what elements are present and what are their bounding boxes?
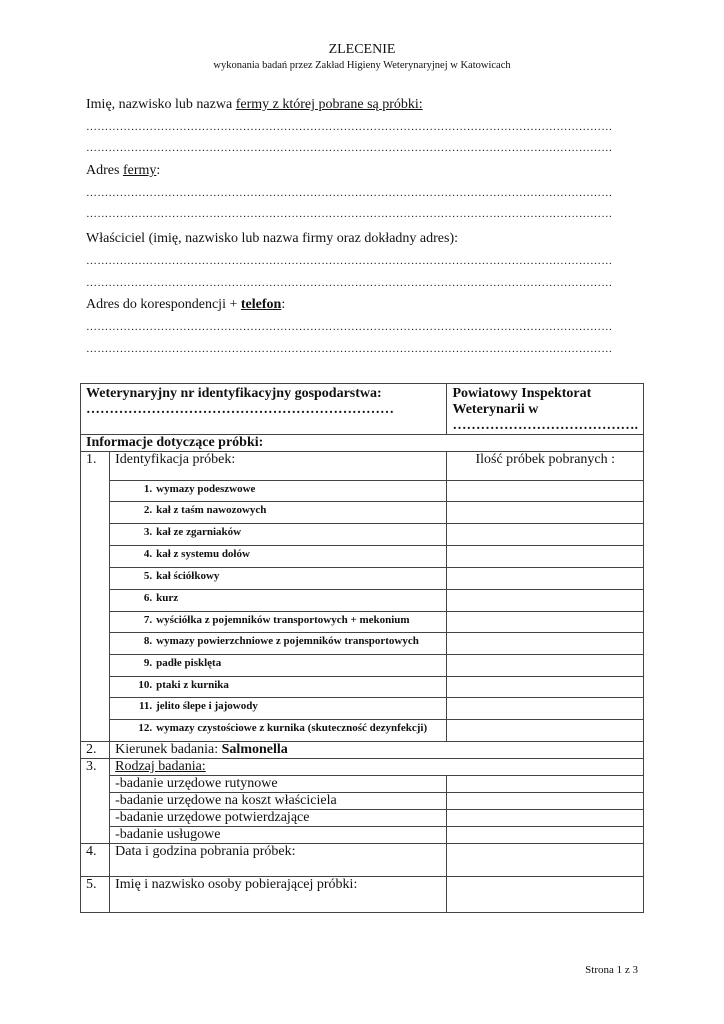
owner-line-1[interactable]: …………………………………………………………………………………………………………………………… <box>86 255 613 267</box>
sample-order-table <box>80 383 644 913</box>
sample-type-item: 12. wymazy czystościowe z kurnika (skuteczność dezynfekcji) <box>110 720 447 742</box>
sample-count-cell[interactable] <box>447 568 644 590</box>
farm-name-line-2[interactable]: …………………………………………………………………………………………………………………………… <box>86 142 613 154</box>
test-type-choice-cell[interactable] <box>447 776 644 793</box>
vet-id-cell[interactable]: Weterynaryjny nr identyfikacyjny gospodarstwa: ………………………………………………………… <box>81 384 447 435</box>
row-number-2: 2. <box>81 742 110 759</box>
test-type-option: -badanie usługowe <box>110 827 447 844</box>
sample-type-item: 9. padłe pisklęta <box>110 655 447 677</box>
test-type-label: Rodzaj badania: <box>110 759 644 776</box>
sample-count-cell[interactable] <box>447 633 644 655</box>
row-number-5: 5. <box>81 877 110 913</box>
sample-count-cell[interactable] <box>447 590 644 612</box>
sample-type-item: 6. kurz <box>110 590 447 612</box>
sample-count-cell[interactable] <box>447 698 644 720</box>
owner-label: Właściciel (imię, nazwisko lub nazwa firmy oraz dokładny adres): <box>86 231 459 246</box>
sample-identification-label: Identyfikacja próbek: <box>110 452 447 481</box>
sample-count-header: Ilość próbek pobranych : <box>447 452 644 481</box>
test-type-option: -badanie urzędowe potwierdzające <box>110 810 447 827</box>
test-type-option: -badanie urzędowe na koszt właściciela <box>110 793 447 810</box>
farm-address-label: Adres fermy: <box>86 163 161 178</box>
correspondence-label: Adres do korespondencji + telefon: <box>86 297 286 312</box>
sample-type-item: 10. ptaki z kurnika <box>110 677 447 698</box>
sample-type-item: 5. kał ściółkowy <box>110 568 447 590</box>
test-type-choice-cell[interactable] <box>447 810 644 827</box>
row-number-1: 1. <box>81 452 110 742</box>
sample-type-item: 8. wymazy powierzchniowe z pojemników transportowych <box>110 633 447 655</box>
correspondence-line-2[interactable]: …………………………………………………………………………………………………………………………… <box>86 343 613 355</box>
sample-count-cell[interactable] <box>447 502 644 524</box>
row-number-3: 3. <box>81 759 110 844</box>
sampler-name-label: Imię i nazwisko osoby pobierającej próbki: <box>110 877 447 913</box>
sampling-date-label: Data i godzina pobrania próbek: <box>110 844 447 877</box>
farm-address-line-2[interactable]: …………………………………………………………………………………………………………………………… <box>86 208 613 220</box>
document-title: ZLECENIE <box>328 42 396 57</box>
test-type-option: -badanie urzędowe rutynowe <box>110 776 447 793</box>
document-subtitle: wykonania badań przez Zakład Higieny Weterynaryjnej w Katowicach <box>213 60 511 71</box>
sample-count-cell[interactable] <box>447 655 644 677</box>
sample-type-item: 7. wyściółka z pojemników transportowych + mekonium <box>110 612 447 633</box>
sample-type-item: 1. wymazy podeszwowe <box>110 481 447 502</box>
sample-count-cell[interactable] <box>447 546 644 568</box>
farm-address-line-1[interactable]: …………………………………………………………………………………………………………………………… <box>86 187 613 199</box>
inspectorate-cell[interactable]: Powiatowy Inspektorat Weterynarii w …………………………………. <box>447 384 644 435</box>
sample-count-cell[interactable] <box>447 612 644 633</box>
farm-name-label: Imię, nazwisko lub nazwa fermy z której pobrane są próbki: <box>86 97 423 112</box>
sample-count-cell[interactable] <box>447 677 644 698</box>
sample-type-item: 2. kał z taśm nawozowych <box>110 502 447 524</box>
farm-name-line-1[interactable]: …………………………………………………………………………………………………………………………… <box>86 121 613 133</box>
test-direction: Kierunek badania: Salmonella <box>110 742 644 759</box>
sample-type-item: 11. jelito ślepe i jajowody <box>110 698 447 720</box>
owner-line-2[interactable]: …………………………………………………………………………………………………………………………… <box>86 277 613 289</box>
test-type-choice-cell[interactable] <box>447 827 644 844</box>
sample-info-heading: Informacje dotyczące próbki: <box>81 435 644 452</box>
correspondence-line-1[interactable]: …………………………………………………………………………………………………………………………… <box>86 321 613 333</box>
sample-type-item: 4. kał z systemu dołów <box>110 546 447 568</box>
sample-count-cell[interactable] <box>447 524 644 546</box>
sampling-date-cell[interactable] <box>447 844 644 877</box>
sample-type-item: 3. kał ze zgarniaków <box>110 524 447 546</box>
page-number: Strona 1 z 3 <box>585 964 638 976</box>
sample-count-cell[interactable] <box>447 720 644 742</box>
sampler-name-cell[interactable] <box>447 877 644 913</box>
row-number-4: 4. <box>81 844 110 877</box>
test-type-choice-cell[interactable] <box>447 793 644 810</box>
sample-count-cell[interactable] <box>447 481 644 502</box>
